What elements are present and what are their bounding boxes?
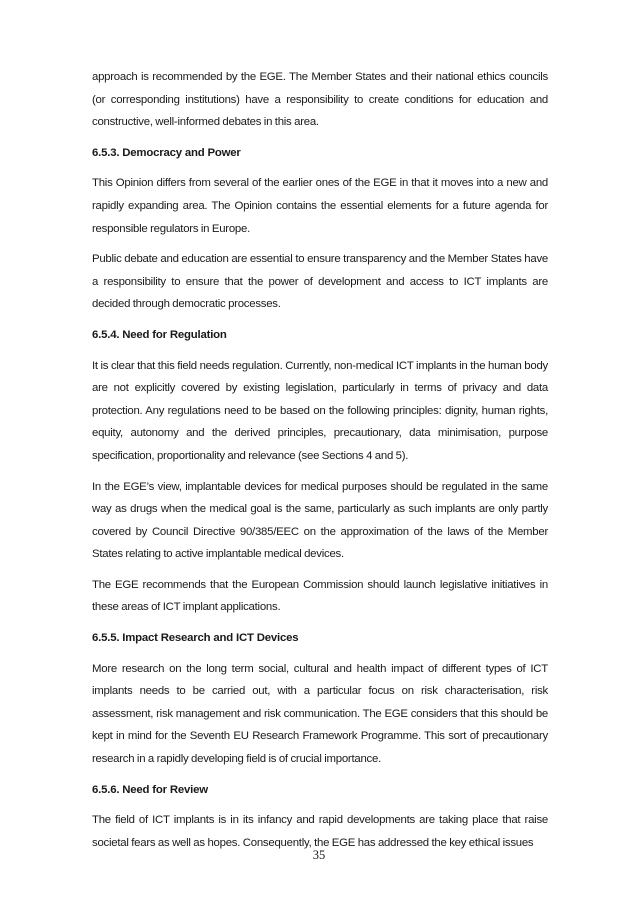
section-heading-need-for-review: 6.5.6. Need for Review xyxy=(92,783,208,796)
paragraph: This Opinion differs from several of the earlier ones of the EGE in that it moves into a new and rapidly expanding area. The Opinion contains the essential elements for a future agenda for responsible regulators in Europe. xyxy=(92,177,548,235)
paragraph-continuation: approach is recommended by the EGE. The Member States and their national ethics councils (or corresponding institutions) have a responsibility to create conditions for education and constructive, well-informed debates in this area. xyxy=(92,71,548,129)
paragraph: Public debate and education are essential to ensure transparency and the Member States have a responsibility to ensure that the power of development and access to ICT implants are decided through democratic processes. xyxy=(92,253,548,311)
paragraph: It is clear that this field needs regulation. Currently, non-medical ICT implants in the human body are not explicitly covered by existing legislation, particularly in terms of privacy and data protection. Any regulations need to be based on the following principles: dignity, human rights, equity, autonomy and the derived principles, precautionary, data minimisation, purpose specification, proportionality and relevance (see Sections 4 and 5). xyxy=(92,359,548,462)
page-content xyxy=(92,66,548,862)
section-heading-need-for-regulation: 6.5.4. Need for Regulation xyxy=(92,328,227,341)
section-heading-impact-research: 6.5.5. Impact Research and ICT Devices xyxy=(92,632,299,645)
paragraph: The EGE recommends that the European Commission should launch legislative initiatives in these areas of ICT implant applications. xyxy=(92,578,548,614)
paragraph: In the EGE’s view, implantable devices for medical purposes should be regulated in the same way as drugs when the medical goal is the same, particularly as such implants are only partly covered by Council Directive 90/385/EEC on the approximation of the laws of the Member States relating to active implantable medical devices. xyxy=(92,480,548,561)
page-number: 35 xyxy=(312,848,326,862)
section-heading-democracy-and-power: 6.5.3. Democracy and Power xyxy=(92,146,241,159)
paragraph: More research on the long term social, cultural and health impact of different types of ICT implants needs to be carried out, with a particular focus on risk characterisation, risk assessment, risk management and risk communication. The EGE considers that this should be kept in mind for the Seventh EU Research Framework Programme. This sort of precautionary research in a rapidly developing field is of crucial importance. xyxy=(92,662,548,766)
paragraph: The field of ICT implants is in its infancy and rapid developments are taking place that raise societal fears as well as hopes. Consequently, the EGE has addressed the key ethical issues xyxy=(92,814,548,849)
